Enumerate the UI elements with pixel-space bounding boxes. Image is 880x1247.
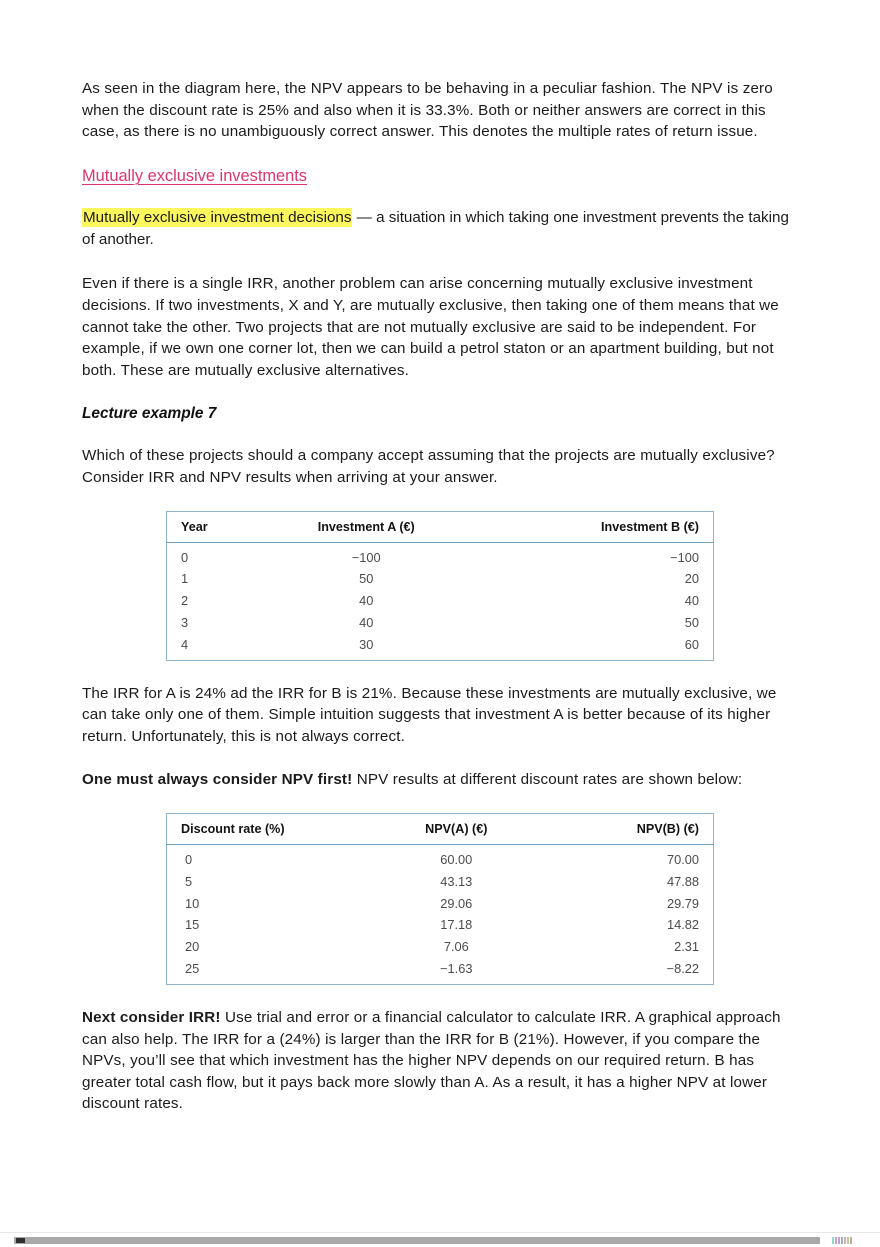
table-row <box>167 590 714 612</box>
scrollbar-grip-icon <box>16 1238 25 1243</box>
cell-npv-b: −8.22 <box>666 960 699 976</box>
bold-lead-next-irr: Next consider IRR! <box>82 1008 221 1026</box>
cell-year: 3 <box>181 614 189 630</box>
table-header-row <box>167 511 714 542</box>
scrollbar-mark <box>832 1237 834 1244</box>
table-row <box>167 892 714 914</box>
cell-year: 2 <box>181 593 189 609</box>
scrollbar-mark <box>838 1237 840 1244</box>
cell-investment-b: 60 <box>684 636 699 652</box>
header-investment-a: Investment A (€) <box>255 511 505 542</box>
cell-discount-rate: 10 <box>185 895 200 911</box>
cell-investment-a: 50 <box>359 571 374 587</box>
cell-investment-a: 40 <box>359 614 374 630</box>
scrollbar-mark <box>850 1237 852 1244</box>
cell-investment-b: −100 <box>670 549 699 565</box>
cashflow-table <box>166 511 714 661</box>
table-row <box>167 914 714 936</box>
table-row <box>167 958 714 985</box>
paragraph-single-irr: Even if there is a single IRR, another problem can arise concerning mutually exclusive investment decisions. If two investments, X and Y, are mutually exclusive, then taking one of them means that we cannot take the other. Two projects that are not mutually exclusive are said to be independent. For example, if we own one corner lot, then we can build a petrol staton or an apartment building, but not both. These are mutually exclusive alternatives. <box>82 275 779 379</box>
header-investment-b: Investment B (€) <box>505 511 713 542</box>
cell-investment-b: 20 <box>684 571 699 587</box>
cell-investment-a: 40 <box>359 593 374 609</box>
cell-npv-b: 47.88 <box>666 873 699 889</box>
cell-npv-b: 70.00 <box>666 852 699 868</box>
lecture-example-heading: Lecture example 7 <box>82 405 217 423</box>
scrollbar-mark <box>841 1237 843 1244</box>
npv-table-body <box>167 845 714 985</box>
highlighted-definition-term: Mutually exclusive investment decisions <box>83 208 352 226</box>
header-year: Year <box>167 511 256 542</box>
paragraph-npv-first-rest: NPV results at different discount rates are shown below: <box>352 771 743 789</box>
scrollbar-mark <box>835 1237 837 1244</box>
definition-remainder: — a situation in which taking one investment prevents the taking of another. <box>82 208 789 248</box>
scrollbar-thumb[interactable] <box>14 1237 820 1244</box>
npv-table-head <box>167 814 714 845</box>
cashflow-table-head <box>167 511 714 542</box>
cell-npv-a: 29.06 <box>440 895 473 911</box>
cell-discount-rate: 25 <box>185 960 200 976</box>
cell-npv-a: 17.18 <box>440 917 473 933</box>
cell-npv-a: 60.00 <box>440 852 473 868</box>
header-npv-a: NPV(A) (€) <box>376 814 570 845</box>
cell-discount-rate: 5 <box>185 873 193 889</box>
section-heading-mutually-exclusive-investments[interactable]: Mutually exclusive investments <box>82 166 308 185</box>
cashflow-table-body <box>167 542 714 660</box>
header-discount-rate: Discount rate (%) <box>167 814 377 845</box>
paragraph-next-consider-irr <box>82 1007 798 1115</box>
table-row <box>167 870 714 892</box>
table-row <box>167 633 714 660</box>
cell-discount-rate: 20 <box>185 939 200 955</box>
table-row <box>167 845 714 871</box>
header-npv-b: NPV(B) (€) <box>570 814 713 845</box>
table-header-row <box>167 814 714 845</box>
npv-table <box>166 813 714 985</box>
table-row <box>167 542 714 568</box>
table-row <box>167 936 714 958</box>
scrollbar-color-marks <box>832 1237 852 1244</box>
cell-npv-b: 14.82 <box>666 917 699 933</box>
cell-year: 0 <box>181 549 189 565</box>
cell-year: 4 <box>181 636 189 652</box>
paragraph-npv-first <box>82 769 798 791</box>
npv-table-container <box>82 813 798 985</box>
paragraph-definition <box>82 207 798 251</box>
bold-lead-npv-first: One must always consider NPV first! <box>82 771 353 789</box>
scrollbar-mark <box>847 1237 849 1244</box>
cell-npv-b: 29.79 <box>666 895 699 911</box>
table-row <box>167 568 714 590</box>
cell-investment-a: −100 <box>351 549 381 565</box>
cell-investment-b: 40 <box>684 593 699 609</box>
cell-investment-a: 30 <box>359 636 374 652</box>
cell-npv-b: 2.31 <box>674 939 699 955</box>
paragraph-question: Which of these projects should a company accept assuming that the projects are mutually exclusive? Consider IRR and NPV results when arriving at your answer. <box>82 447 775 486</box>
cell-discount-rate: 0 <box>185 852 193 868</box>
scrollbar-mark <box>844 1237 846 1244</box>
cell-npv-a: 43.13 <box>440 873 473 889</box>
cashflow-table-container <box>82 511 798 661</box>
table-row <box>167 611 714 633</box>
paragraph-npv-peculiar: As seen in the diagram here, the NPV appears to be behaving in a peculiar fashion. The NPV is zero when the discount rate is 25% and also when it is 33.3%. Both or neither answers are correct in this case, as there is no unambiguously correct answer. This denotes the multiple rates of return issue. <box>82 80 773 141</box>
paragraph-next-irr-rest: Use trial and error or a financial calculator to calculate IRR. A graphical approach can also help. The IRR for a (24%) is larger than the IRR for B (21%). However, if you compare the NPVs, you’ll see that which investment has the higher NPV depends on our required return. B has greater total cash flow, but it pays back more slowly than A. As a result, it has a higher NPV at lower discount rates. <box>82 1008 781 1113</box>
cell-npv-a: −1.63 <box>440 960 473 976</box>
paragraph-irr-comparison: The IRR for A is 24% ad the IRR for B is 21%. Because these investments are mutually exclusive, we can take only one of them. Simple intuition suggests that investment A is better because of its higher return. Unfortunately, this is not always correct. <box>82 684 777 745</box>
horizontal-scrollbar[interactable] <box>0 1232 880 1247</box>
cell-year: 1 <box>181 571 189 587</box>
cell-npv-a: 7.06 <box>443 939 469 955</box>
cell-investment-b: 50 <box>684 614 699 630</box>
cell-discount-rate: 15 <box>185 917 200 933</box>
